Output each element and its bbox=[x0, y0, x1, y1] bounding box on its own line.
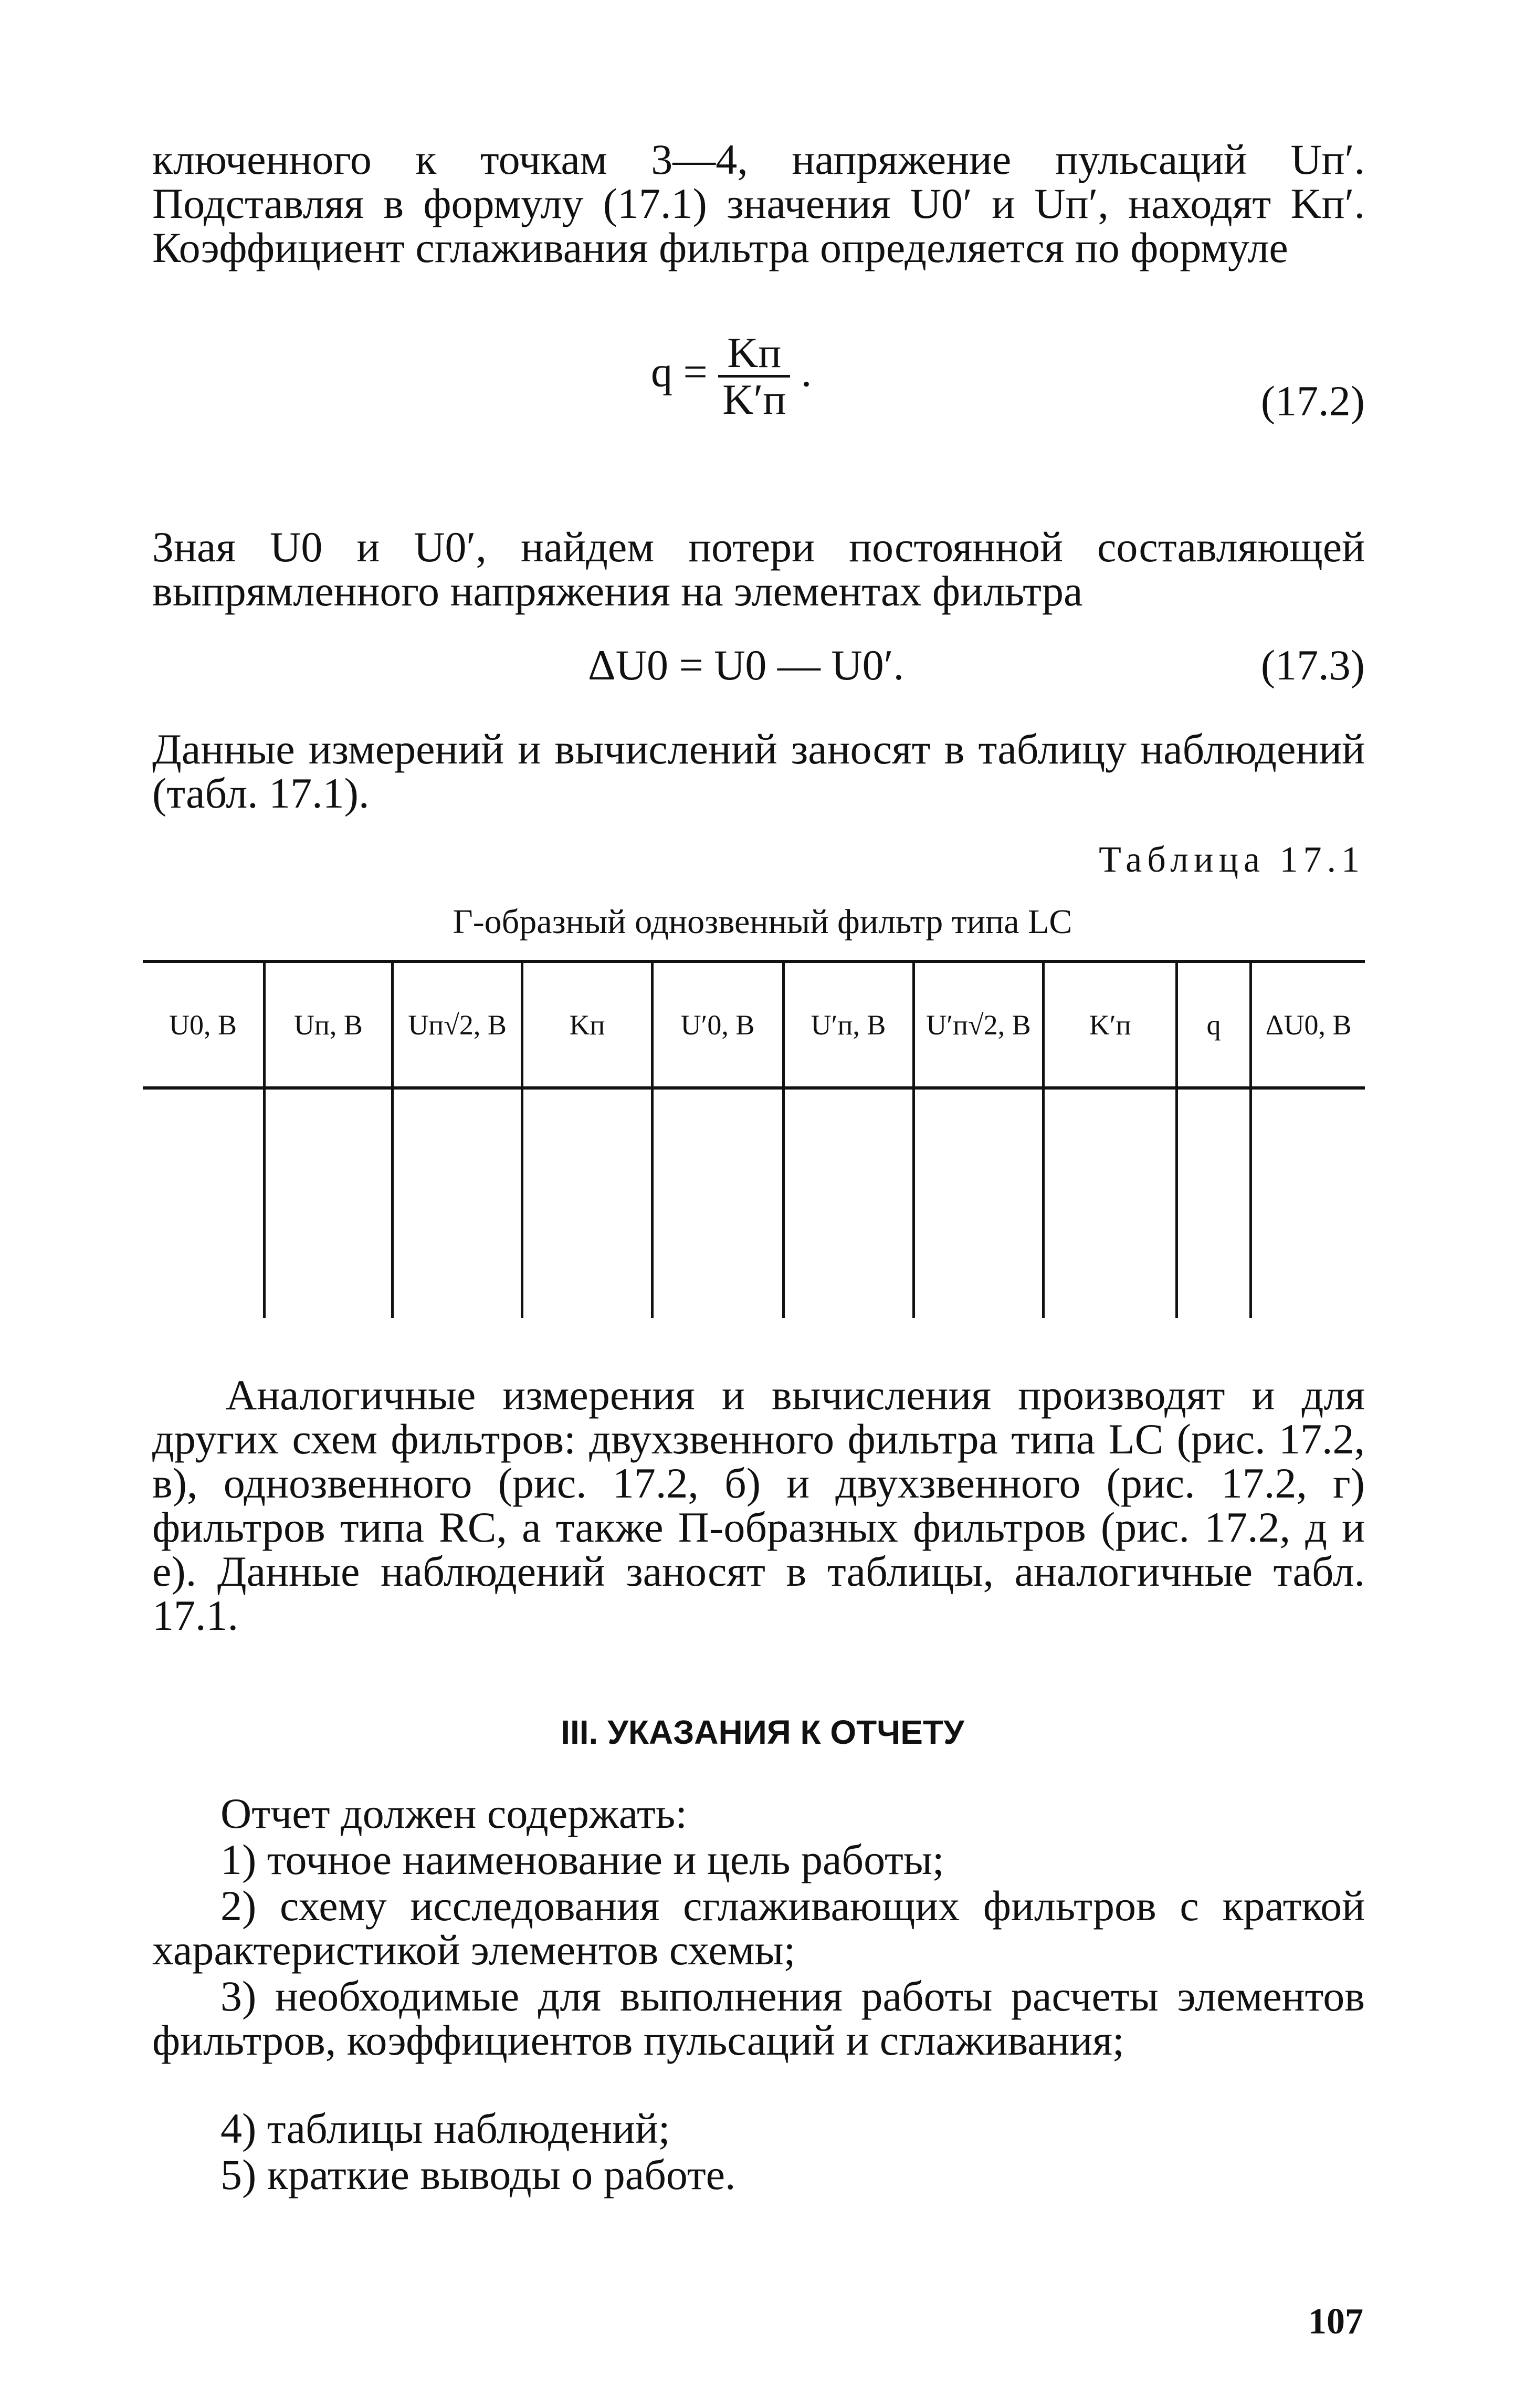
col-u0: U0, В bbox=[143, 961, 265, 1088]
col-kp-prime: K′п bbox=[1044, 961, 1176, 1088]
table-cell bbox=[783, 1088, 913, 1318]
table-cell bbox=[913, 1088, 1044, 1318]
paragraph-other-filters: Аналогичные измерения и вычисления производят и для других схем фильтров: двухзвенного фильтра типа LC (рис. 17.2, в), однозвенного (рис. 17.2, б) и двухзвенного (рис. 17.2, г) фильтров типа RC, а также П-образных фильтров (рис. 17.2, д и е). Данные наблюдений заносят в таблицы, аналогичные табл. 17.1. bbox=[152, 1371, 1365, 1639]
formula-17-3-number: (17.3) bbox=[1260, 641, 1365, 689]
page-number: 107 bbox=[1308, 2301, 1363, 2342]
formula-17-2 bbox=[651, 331, 812, 422]
col-up: Uп, В bbox=[265, 961, 393, 1088]
table-cell bbox=[392, 1088, 522, 1318]
observation-table bbox=[143, 960, 1365, 1318]
col-up-prime: U′п, В bbox=[783, 961, 913, 1088]
report-item-3: 3) необходимые для выполнения работы расчеты элементов фильтров, коэффициентов пульсаций и сглаживания; bbox=[152, 1972, 1365, 2064]
formula-numerator: Kп bbox=[718, 331, 790, 378]
report-intro: Отчет должен содержать: bbox=[220, 1789, 688, 1837]
table-cell bbox=[1044, 1088, 1176, 1318]
paragraph-losses: Зная U0 и U0′, найдем потери постоянной составляющей выпрямленного напряжения на элементах фильтра bbox=[152, 523, 1365, 615]
table-label: Таблица 17.1 bbox=[1099, 840, 1365, 880]
col-delta-u0: ΔU0, В bbox=[1251, 961, 1365, 1088]
table-cell bbox=[652, 1088, 783, 1318]
col-up-sqrt2: Uп√2, В bbox=[392, 961, 522, 1088]
table-header-row bbox=[143, 961, 1365, 1088]
formula-tail: . bbox=[801, 348, 812, 396]
table-cell bbox=[1251, 1088, 1365, 1318]
table-cell bbox=[265, 1088, 393, 1318]
formula-fraction bbox=[718, 331, 790, 422]
table-cell bbox=[522, 1088, 652, 1318]
formula-17-2-number: (17.2) bbox=[1260, 377, 1365, 425]
paragraph-intro: ключенного к точкам 3—4, напряжение пульсаций Uп′. Подставляя в формулу (17.1) значения U0′ и Uп′, находят Kп′. Коэффициент сглаживания фильтра определяется по формуле bbox=[152, 135, 1365, 271]
formula-17-3: ΔU0 = U0 — U0′. bbox=[588, 641, 905, 689]
formula-lhs: q = bbox=[651, 348, 708, 396]
report-item-4: 4) таблицы наблюдений; bbox=[220, 2105, 670, 2152]
table-cell bbox=[143, 1088, 265, 1318]
report-item-5: 5) краткие выводы о работе. bbox=[220, 2151, 736, 2198]
table-cell bbox=[1176, 1088, 1250, 1318]
col-up-prime-sqrt2: U′п√2, В bbox=[913, 961, 1044, 1088]
paragraph-table-intro: Данные измерений и вычислений заносят в таблицу наблюдений (табл. 17.1). bbox=[152, 725, 1365, 817]
table-caption: Г-образный однозвенный фильтр типа LC bbox=[453, 903, 1072, 941]
col-kp: Kп bbox=[522, 961, 652, 1088]
report-item-2: 2) схему исследования сглаживающих фильтров с краткой характеристикой элементов схемы; bbox=[152, 1882, 1365, 1974]
col-q: q bbox=[1176, 961, 1250, 1088]
section-heading: III. УКАЗАНИЯ К ОТЧЕТУ bbox=[561, 1713, 964, 1751]
report-item-1: 1) точное наименование и цель работы; bbox=[220, 1836, 944, 1883]
table-row bbox=[143, 1088, 1365, 1318]
col-u0-prime: U′0, В bbox=[652, 961, 783, 1088]
formula-denominator: K′п bbox=[722, 375, 786, 423]
